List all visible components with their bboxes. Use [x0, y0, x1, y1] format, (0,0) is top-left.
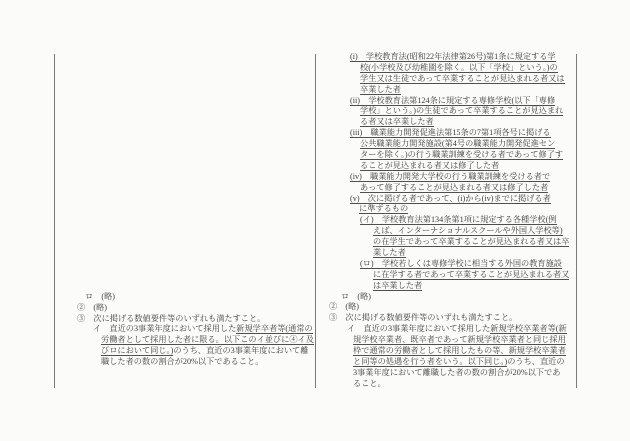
text-run: ロ (略) [85, 291, 116, 301]
revised-underlined-text: (ii) 学校教育法第124条に規定する専修学校(以下「専修 [350, 95, 556, 105]
text-run: のうち、直近の [507, 356, 565, 366]
text-line [54, 335, 315, 346]
text-line [315, 139, 576, 150]
text-line [315, 357, 576, 368]
revised-underlined-text: (イ) 学校教育法第134条第1項に規定する各種学校(例 [360, 215, 557, 225]
text-line [315, 215, 576, 226]
revised-underlined-text: (i) 学校教育法(昭和22年法律第26号)第1条に規定する学 [350, 52, 556, 61]
text-line [54, 314, 315, 325]
text-run: ③ 次に掲げる数値要件等のいずれも満たすこと。 [77, 313, 266, 323]
revised-underlined-text: は卒業した者 [373, 280, 423, 290]
text-line [315, 74, 576, 85]
text-line [315, 313, 576, 324]
text-line [315, 172, 576, 183]
revised-underlined-text: (iv) 職業能力開発大学校の行う職業訓練を受ける者で [350, 171, 551, 181]
revised-underlined-text: と同等の処遇を行う者をいう。以下同じ。) [353, 356, 508, 366]
text-line [315, 85, 576, 96]
comparison-column-left [54, 292, 315, 368]
text-line [315, 248, 576, 259]
text-line [315, 237, 576, 248]
revised-underlined-text: 労働者として採用した者に限る。以下このイ並びに④イ及 [101, 335, 314, 345]
text-line [315, 63, 576, 74]
text-line [315, 96, 576, 107]
revised-underlined-text: 規学校卒業者、既卒者であって新規学校卒業者と同じ採用 [353, 335, 566, 345]
revised-underlined-text: 公共職業能力開発施設(第4号の職業能力開発促進セン [360, 139, 556, 149]
text-line [315, 226, 576, 237]
text-line [315, 183, 576, 194]
text-line [315, 161, 576, 172]
text-run: イ 直近の3事業年度において採用した [347, 324, 491, 334]
text-line [315, 204, 576, 215]
revised-underlined-text: 学生又は生徒であって卒業することが見込まれる者又は [360, 73, 565, 83]
revised-underlined-text: (v) 次に掲げる者であって、(i)から(iv)までに掲げる者 [350, 193, 551, 203]
text-line [54, 303, 315, 314]
revised-underlined-text: 業した者 [373, 248, 406, 258]
text-line [315, 150, 576, 161]
text-line [315, 335, 576, 346]
revised-underlined-text: ターを除く。)の行う職業訓練を受ける者であって修了す [360, 150, 564, 160]
text-line [315, 379, 576, 390]
revised-underlined-text: ることが見込まれる者又は修了した者 [360, 160, 500, 170]
revised-underlined-text: る者又は卒業した者 [360, 117, 434, 127]
text-run: ③ 次に掲げる数値要件等のいずれも満たすこと。 [329, 313, 518, 323]
revised-underlined-text: に在学する者であって卒業することが見込まれる者又 [373, 269, 570, 279]
revised-underlined-text: (iii) 職業能力開発促進法第15条の7第1項各号に掲げる [350, 128, 551, 138]
text-run: イ 直近の3事業年度において採用した [93, 324, 237, 334]
revised-underlined-text: (ロ) 学校若しくは専修学校に相当する外国の教育施設 [360, 258, 562, 268]
text-line [315, 302, 576, 313]
revised-underlined-text: 校(小学校及び幼稚園を除く。以下「学校」という。)の [360, 62, 558, 72]
text-run: ② (略) [77, 302, 108, 312]
text-line [54, 357, 315, 368]
text-line [315, 128, 576, 139]
text-run: ること。 [353, 378, 386, 388]
revised-underlined-text: えば、インターナショナルスクールや外国人学校等) [373, 226, 563, 236]
revised-underlined-text: 新規学校卒業者等(新 [490, 324, 567, 334]
text-run: 3事業年度において離職した者の数の割合が20%以下であ [353, 367, 561, 377]
revised-underlined-text: 卒業した者 [360, 84, 401, 94]
text-line [315, 106, 576, 117]
text-line [54, 346, 315, 357]
revised-underlined-text: の在学生であって卒業することが見込まれる者又は卒 [373, 237, 570, 247]
revised-underlined-text: 枠で通常の労働者として採用したもの等、新規学校卒業者 [353, 346, 566, 356]
comparison-column-right [315, 52, 576, 390]
revised-underlined-text: に準ずるもの [359, 204, 409, 214]
text-line [54, 292, 315, 303]
revised-underlined-text: 新規学卒者等(通常の [236, 324, 313, 334]
text-line [315, 117, 576, 128]
text-line [315, 259, 576, 270]
text-line [315, 270, 576, 281]
text-run: 職した者の数の割合が20%以下であること。 [101, 357, 264, 367]
text-line [315, 368, 576, 379]
revised-underlined-text: あって修了することが見込まれる者又は修了した者 [360, 182, 549, 192]
text-line [315, 292, 576, 303]
text-line [315, 346, 576, 357]
text-line [315, 281, 576, 292]
text-line [315, 324, 576, 335]
revised-underlined-text: 学校」という。)の生徒であって卒業することが見込まれ [360, 106, 564, 116]
revised-underlined-text: びロにおいて同じ。) [101, 346, 174, 356]
text-run: のうち、直近の3事業年度において離 [173, 346, 309, 356]
text-run: ② (略) [329, 302, 360, 312]
text-line [315, 194, 576, 205]
text-line [54, 324, 315, 335]
text-line [315, 52, 576, 63]
text-run: ロ (略) [341, 291, 372, 301]
